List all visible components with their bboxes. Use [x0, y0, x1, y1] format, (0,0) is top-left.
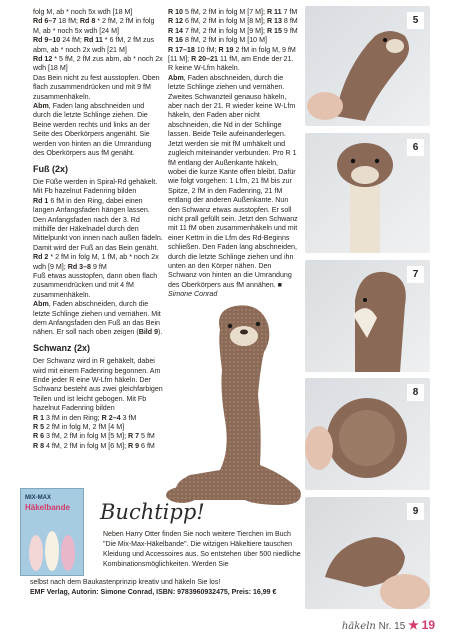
text-paragraph: Der Schwanz wird in R gehäkelt, dabei wird mit einem Fadenring begonnen. Am Ende jeder R eine W-Lfm häkeln. Der Schwanz besteht aus zwei gleichfarbigen Teilen und ist leicht gebogen. Mit Fb hazelnut Fadenring bilden [33, 357, 163, 413]
section-heading-tail: Schwanz (2x) [33, 342, 91, 353]
text-paragraph: R 10 5 fM, 2 fM in folg M [7 M]; R 11 7 fM [168, 8, 298, 16]
instructions-column-1 [33, 8, 163, 451]
book-tip-text: Neben Harry Otter finden Sie noch weitere Tierchen im Buch "Die Mix-Max-Häkelbande". Die witzigen Häkeltiere tauschen Kleidung und Accessoires aus. So entstehen über 500 niedliche Kombinationsmöglichkeiten. Werden Sie [103, 531, 301, 568]
book-cover [20, 488, 84, 576]
book-tip-title: Buchtipp! [100, 500, 205, 524]
text-paragraph: R 1 3 fM in den Ring; R 2–4 3 fM [33, 413, 137, 422]
book-credit: EMF Verlag, Autorin: Simone Conrad, ISBN: 9783960932475, Preis: 16,99 € [30, 589, 277, 596]
book-title: Häkelbande [25, 503, 70, 512]
step-number: 5 [407, 12, 424, 29]
text-paragraph: Rd 12 * 5 fM, 2 fM zus abm, ab * noch 2x wdh [18 M] [33, 55, 163, 73]
text-paragraph: Rd 6–7 18 fM; Rd 8 * 2 fM, 2 fM in folg M, ab * noch 5x wdh [24 M] [33, 17, 155, 35]
step-photo-8 [305, 378, 430, 490]
step-photo-6 [305, 133, 430, 253]
step-number: 9 [407, 503, 424, 520]
text-paragraph: R 5 2 fM in folg M, 2 fM [4 M] [33, 423, 125, 432]
step-photo-9 [305, 497, 430, 609]
text-paragraph: R 12 6 fM, 2 fM in folg M [8 M]; R 13 8 fM [168, 17, 298, 26]
text-paragraph: Rd 9–10 24 fM; Rd 11 * 6 fM, 2 fM zus abm, ab * noch 2x wdh [21 M] [33, 36, 155, 54]
otter-photo [160, 300, 310, 515]
text-paragraph: R 17–18 10 fM; R 19 2 fM in folg M, 9 fM [11 M]; R 20–21 11 fM, am Ende der 21. R keine W-Lfm häkeln. [168, 45, 296, 73]
star-icon: ★ [408, 618, 419, 632]
text-paragraph: Die Füße werden in Spiral-Rd gehäkelt. Mit Fb hazelnut Fadenring bilden [33, 177, 158, 196]
book-series: MIX-MAX [25, 495, 51, 501]
step-number: 6 [407, 139, 424, 156]
magazine-brand: häkeln [341, 621, 376, 632]
book-tip-line: selbst nach dem Baukastenprinzip kreativ und häkeln Sie los! [30, 579, 221, 586]
text-paragraph: R 6 3 fM, 2 fM in folg M [5 M]; R 7 5 fM [33, 432, 155, 441]
text-paragraph: Fuß etwas ausstopfen, dann oben flach zusammendrücken und mit 4 fM zusammenhäkeln. [33, 271, 158, 299]
text-paragraph: Abm, Faden abschneiden, durch die letzte Schlinge ziehen und vernähen. Mit dem Anfangsfaden den Fuß an das Bein nähen. Er soll nach oben zeigen (Bild 9). [33, 300, 163, 337]
issue-number: Nr. 15 [378, 621, 406, 632]
text-paragraph: Abm, Faden abschneiden, durch die letzte Schlinge ziehen und vernähen. Zweites Schwanzteil genauso häkeln, aber nach der 21. R wieder keine W-Lfm häkeln, den Faden aber nicht abschneiden, die Nd in der Schlinge lassen. Beide Teile aufeinanderlegen. Jetzt werden sie mit fM umhäkelt und zugleich miteinander verbunden. Pro R 1 fM entlang der Außenkante häkeln, wobei die kurze Kante offen bleibt. Dafür wie folgt vorgehen: 1 Lfm, 21 fM bis zur Spitze, 2 fM in den Fadenring, 21 fM entlang der anderen Außenkante. Nun den Schwanz etwas ausstopfen. Er soll nicht prall gefüllt sein. Jetzt den Schwanz mit 11 fM oben zusammenhäkeln und mit einer Kettm in die Lfm des Rd-Beginns schließen. Den Faden lang abschneiden, durch die letzte Schlinge ziehen und ihn unten an den Körper nähen. Den Schwanz von hinten an die Umrandung des Oberkörpers aus fM annähen. ■ Simone Conrad [168, 73, 298, 299]
text-paragraph: R 16 8 fM, 2 fM in folg M [10 M] [168, 36, 267, 45]
instructions-column-2 [168, 8, 298, 300]
text-paragraph: R 8 4 fM, 2 fM in folg M [6 M]; R 9 6 fM [33, 441, 155, 450]
book-tip-continuation [30, 578, 320, 598]
book-tip-box [20, 486, 300, 614]
text-paragraph: Abm, Faden lang abschneiden und durch die letzte Schlinge ziehen. Die Beine werden rechts und links an der Seite des Oberkörpers angenäht. Sie werden von hinten an die Umrandung des Oberkörpers aus fM genäht. [33, 102, 152, 158]
step-photo-7 [305, 260, 430, 372]
page-number: 19 [421, 618, 435, 632]
step-photo-5 [305, 6, 430, 126]
page-footer [342, 618, 435, 632]
text-paragraph: Rd 1 6 fM in den Ring, dabei einen langen Anfangsfaden hängen lassen. Den Anfangsfaden nach der 3. Rd mithilfe der Häkelnadel durch den Mittelpunkt von innen nach außen fädeln. Damit wird der Fuß an das Bein genäht. [33, 196, 163, 252]
step-number: 7 [407, 266, 424, 283]
text-paragraph: folg M, ab * noch 5x wdh [18 M] [33, 8, 133, 16]
book-illustration [22, 515, 82, 575]
text-paragraph: Rd 2 * 2 fM in folg M, 1 fM, ab * noch 2x wdh [9 M]; Rd 3–8 9 fM [33, 253, 159, 271]
step-number: 8 [407, 384, 424, 401]
section-heading-foot: Fuß (2x) [33, 163, 68, 174]
text-paragraph: R 14 7 fM, 2 fM in folg M [9 M]; R 15 9 fM [168, 26, 298, 35]
author-signature: ■ Simone Conrad [168, 280, 282, 299]
text-paragraph: Das Bein nicht zu fest ausstopfen. Oben flach zusammendrücken und mit 9 fM zusammenhäkeln. [33, 73, 160, 101]
